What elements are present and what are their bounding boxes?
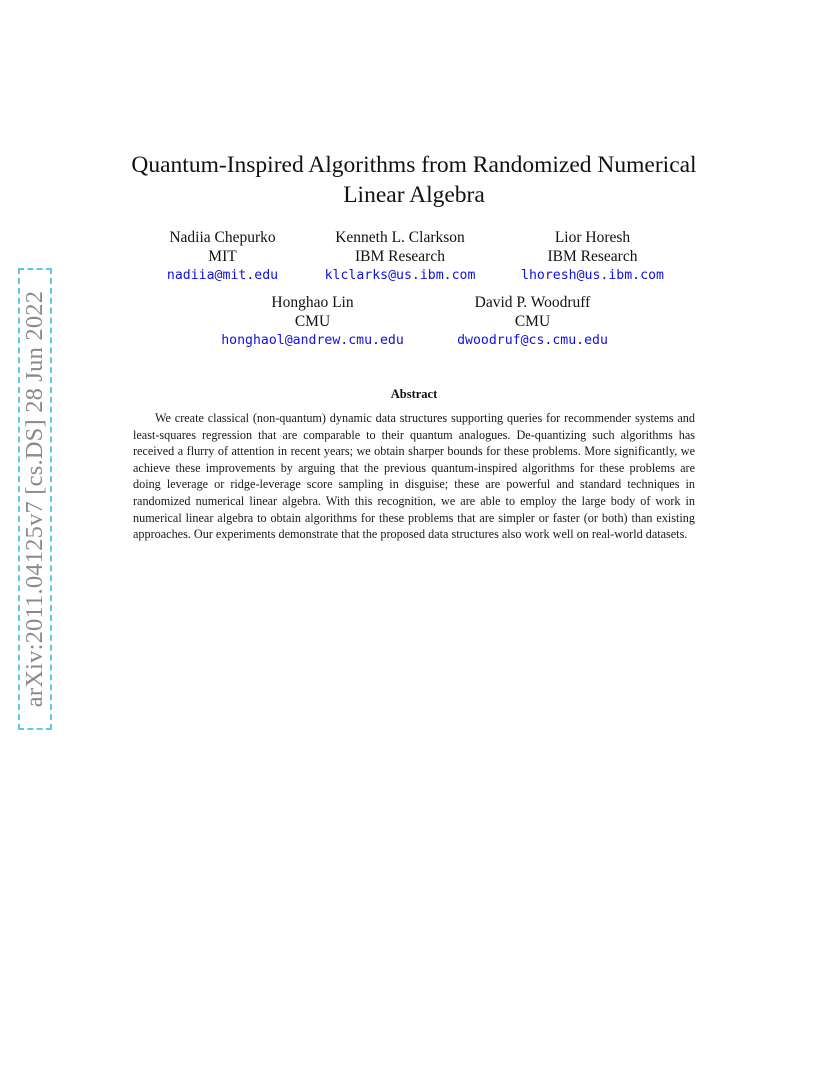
author-affiliation: CMU (514, 313, 551, 330)
author-affiliation: IBM Research (355, 248, 445, 265)
author-email-link[interactable]: klclarks@us.ibm.com (324, 268, 476, 283)
author-affiliation: MIT (208, 248, 237, 265)
author-email-link[interactable]: honghaol@andrew.cmu.edu (221, 333, 404, 348)
author-affiliation: IBM Research (547, 248, 638, 265)
author-block (505, 228, 680, 285)
paper-title: Quantum-Inspired Algorithms from Randomized Numerical Linear Algebra (131, 152, 697, 208)
abstract-heading: Abstract (390, 387, 438, 401)
author-block (310, 228, 490, 285)
author-name: David P. Woodruff (474, 294, 591, 311)
author-name: Kenneth L. Clarkson (335, 229, 465, 246)
author-email-link[interactable]: nadiia@mit.edu (166, 268, 279, 283)
author-block (150, 228, 295, 285)
author-block (445, 293, 620, 350)
arxiv-identifier: arXiv:2011.04125v7 [cs.DS] 28 Jun 2022 (21, 290, 48, 708)
author-block (205, 293, 420, 350)
author-affiliation: CMU (294, 313, 331, 330)
author-email-link[interactable]: dwoodruf@cs.cmu.edu (457, 333, 608, 348)
author-name: Nadiia Chepurko (169, 229, 276, 246)
author-email-link[interactable]: lhoresh@us.ibm.com (521, 268, 664, 283)
abstract-body: We create classical (non-quantum) dynamic data structures supporting queries for recommender systems and least-squares regression that are comparable to their quantum analogues. De-quantizing such algorithms has received a flurry of attention in recent years; we obtain sharper bounds for these problems. More significantly, we achieve these improvements by arguing that the previous quantum-inspired algorithms for these problems are doing leverage or ridge-leverage score sampling in disguise; these are powerful and standard techniques in randomized numerical linear algebra. With this recognition, we are able to employ the large body of work in numerical linear algebra to obtain algorithms for these problems that are simpler or faster (or both) than existing approaches. Our experiments demonstrate that the proposed data structures also work well on real-world datasets. (133, 411, 695, 542)
author-name: Lior Horesh (554, 229, 631, 246)
author-name: Honghao Lin (271, 294, 354, 311)
